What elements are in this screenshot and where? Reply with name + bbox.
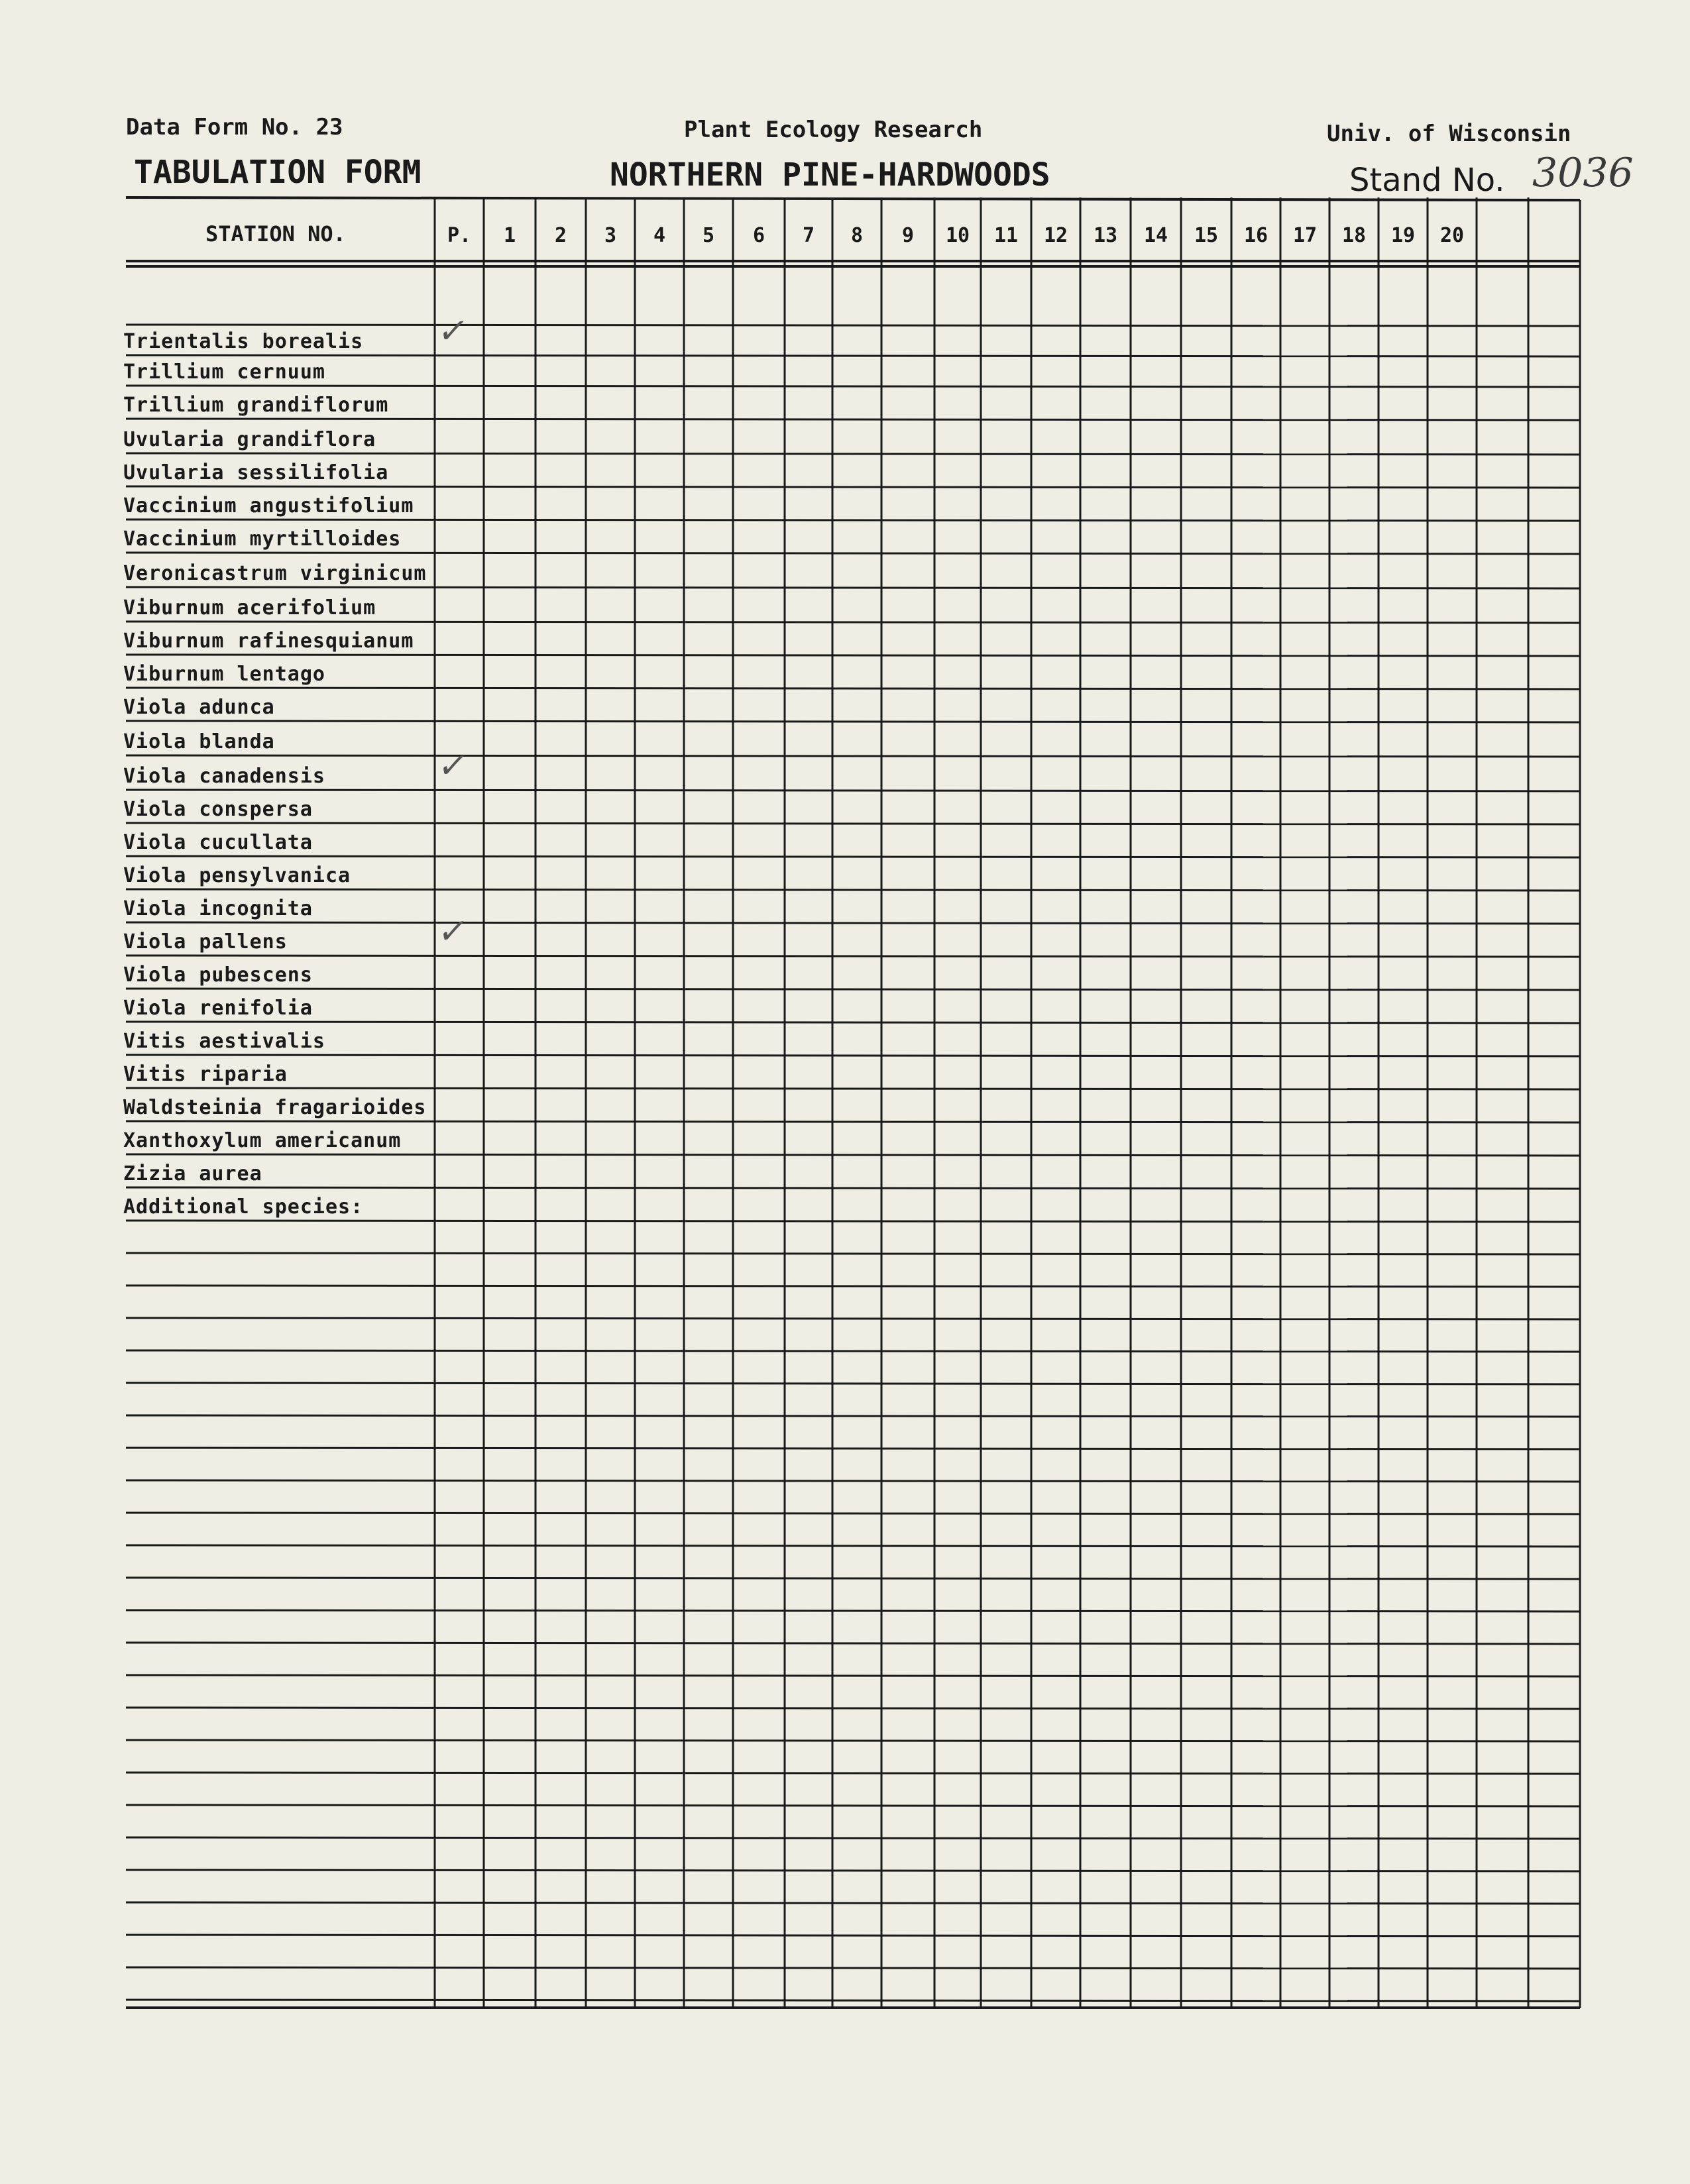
row-line [126, 519, 1580, 521]
row-line [126, 587, 1580, 588]
station-column-header: 18 [1341, 224, 1367, 247]
species-label: Viola pallens [123, 930, 288, 954]
row-line [126, 1837, 1580, 1839]
research-title: Plant Ecology Research [684, 117, 983, 143]
row-line [126, 453, 1580, 455]
station-column-header: 4 [653, 224, 666, 247]
row-line [126, 1383, 1580, 1384]
row-line [126, 856, 1580, 857]
station-column-header: 15 [1194, 224, 1219, 247]
station-column-header: 13 [1093, 224, 1118, 247]
species-label: Viola pubescens [123, 963, 313, 987]
species-label: Xanthoxylum americanum [123, 1129, 402, 1152]
row-line [126, 922, 1580, 924]
species-label: Viola incognita [123, 897, 313, 920]
species-label: Uvularia grandiflora [123, 428, 376, 451]
form-title: TABULATION FORM [134, 154, 422, 191]
row-line [126, 721, 1580, 722]
species-label: Viburnum rafinesquianum [123, 629, 414, 653]
row-line [126, 1967, 1580, 1969]
row-line [126, 1773, 1580, 1774]
station-column-header: 3 [604, 224, 617, 247]
station-number-label: STATION NO. [205, 221, 346, 246]
presence-column-header: P. [447, 224, 472, 247]
station-column-header: 20 [1439, 224, 1465, 247]
row-line [126, 1480, 1580, 1482]
row-line [126, 1740, 1580, 1741]
row-line [126, 1513, 1580, 1514]
species-label: Veronicastrum virginicum [123, 562, 427, 585]
row-line [126, 790, 1580, 791]
presence-check-mark: ✓ [435, 912, 471, 952]
station-column-header: 6 [752, 224, 765, 247]
row-line [126, 386, 1580, 387]
row-line [126, 553, 1580, 554]
species-label: Viola renifolia [123, 997, 313, 1020]
row-line [126, 1154, 1580, 1156]
species-label: Viola adunca [123, 696, 275, 719]
row-line [126, 1675, 1580, 1676]
row-line [126, 1121, 1580, 1122]
row-line [126, 823, 1580, 824]
species-label: Viburnum acerifolium [123, 596, 376, 620]
row-line [126, 1805, 1580, 1806]
row-line [126, 1055, 1580, 1056]
species-label: Trillium cernuum [123, 360, 325, 384]
row-line [126, 1643, 1580, 1644]
row-line [126, 325, 1580, 326]
station-column-header: 17 [1292, 224, 1318, 247]
university-name: Univ. of Wisconsin [1327, 121, 1571, 147]
row-line [126, 1415, 1580, 1417]
row-line [126, 989, 1580, 990]
station-column-header: 1 [503, 224, 516, 247]
species-label: Vaccinium angustifolium [123, 494, 414, 518]
row-line [126, 755, 1580, 757]
row-line [126, 956, 1580, 957]
station-column-header: 19 [1390, 224, 1416, 247]
presence-check-mark: ✓ [435, 746, 471, 786]
row-line [126, 486, 1580, 488]
species-label: Viola conspersa [123, 798, 313, 821]
station-column-header: 9 [901, 224, 915, 247]
row-line [126, 355, 1580, 356]
stand-number-value: 3036 [1532, 150, 1634, 196]
species-label: Trientalis borealis [123, 330, 364, 353]
row-line [126, 1708, 1580, 1709]
row-line [126, 1350, 1580, 1352]
species-label: Zizia aurea [123, 1162, 262, 1185]
table-top-border [126, 197, 1580, 200]
species-label: Uvularia sessilifolia [123, 461, 389, 484]
row-line [126, 419, 1580, 420]
species-label: Viola pensylvanica [123, 864, 351, 887]
species-label: Waldsteinia fragarioides [123, 1096, 427, 1119]
species-label: Viola canadensis [123, 765, 325, 788]
species-label: Viburnum lentago [123, 663, 325, 686]
station-column-header: 16 [1243, 224, 1268, 247]
station-column-header: 10 [945, 224, 970, 247]
row-line [126, 688, 1580, 689]
row-line [126, 1253, 1580, 1254]
station-column-header: 11 [993, 224, 1019, 247]
row-line [126, 1545, 1580, 1547]
row-line [126, 1902, 1580, 1904]
species-label: Vitis aestivalis [123, 1030, 325, 1053]
row-line [126, 1578, 1580, 1579]
row-line [126, 889, 1580, 891]
row-line [126, 1610, 1580, 1611]
presence-check-mark: ✓ [435, 311, 471, 351]
row-line [126, 622, 1580, 623]
species-label: Vitis riparia [123, 1063, 288, 1086]
species-label: Trillium grandiflorum [123, 394, 389, 417]
row-line [126, 1187, 1580, 1189]
form-number: Data Form No. 23 [126, 114, 343, 140]
species-label: Viola blanda [123, 730, 275, 753]
row-line [126, 1935, 1580, 1936]
row-line [126, 655, 1580, 656]
station-column-header: 14 [1143, 224, 1168, 247]
forest-type-title: NORTHERN PINE-HARDWOODS [610, 156, 1050, 193]
station-column-header: 12 [1043, 224, 1068, 247]
row-line [126, 1318, 1580, 1319]
station-column-header: 2 [554, 224, 567, 247]
species-label: Vaccinium myrtilloides [123, 527, 402, 551]
species-label: Viola cucullata [123, 831, 313, 854]
station-column-header: 8 [850, 224, 864, 247]
station-column-header: 5 [702, 224, 715, 247]
station-column-header: 7 [802, 224, 815, 247]
row-line [126, 1448, 1580, 1449]
row-line [126, 2000, 1580, 2001]
row-line [126, 1221, 1580, 1222]
row-line [126, 1088, 1580, 1089]
species-label: Additional species: [123, 1195, 364, 1219]
row-line [126, 1870, 1580, 1871]
row-line [126, 1022, 1580, 1023]
row-line [126, 1285, 1580, 1287]
stand-number-label: Stand No. [1349, 162, 1505, 199]
